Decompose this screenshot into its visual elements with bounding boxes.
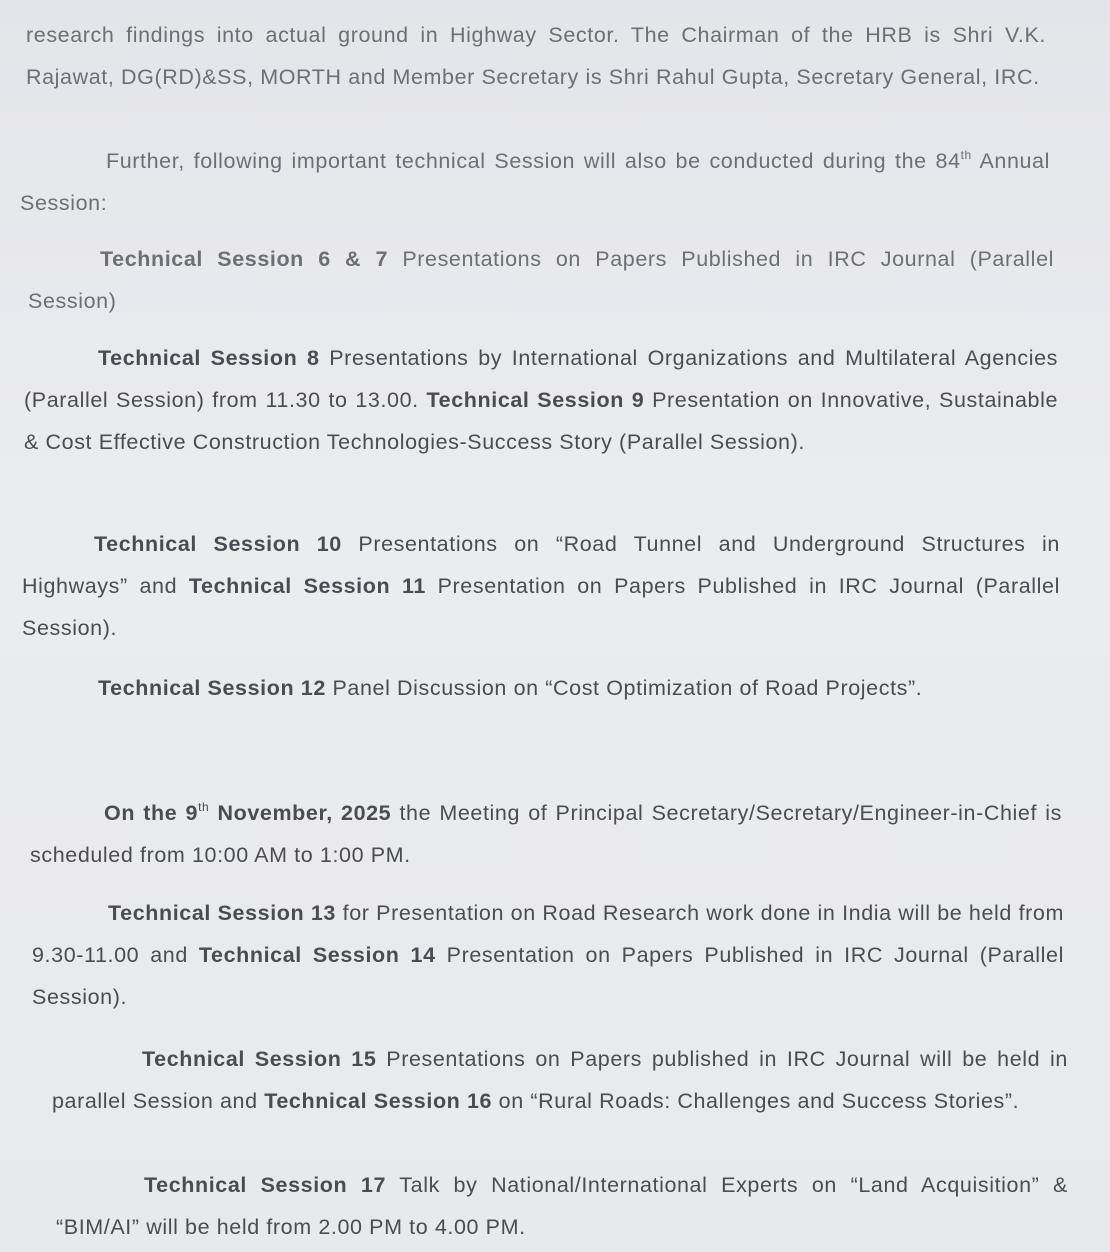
paragraph-hrb-chairman — [26, 14, 1046, 98]
session-heading: Technical Session 17 — [144, 1173, 387, 1197]
paragraph-text: Presentation on Papers Published in IRC Journal (Parallel Session). — [22, 574, 1060, 640]
superscript: th — [198, 800, 210, 814]
paragraph-text: on “Rural Roads: Challenges and Success Stories”. — [492, 1089, 1020, 1113]
paragraph-session-6-7 — [28, 238, 1054, 322]
session-heading: Technical Session 13 — [108, 901, 336, 925]
superscript: th — [960, 148, 972, 162]
paragraph-session-10-11 — [22, 523, 1060, 649]
session-heading: Technical Session 11 — [188, 574, 426, 598]
paragraph-november-meeting — [30, 792, 1062, 876]
paragraph-text: research findings into actual ground in Highway Sector. The Chairman of the HRB is Shri V.K. Rajawat, DG(RD)&SS, MORTH and Member Secretary is Shri Rahul Gupta, Secretary General, IRC. — [26, 23, 1046, 89]
paragraph-text: Presentation on Innovative, Sustainable & Cost Effective Construction Technologies-Success Story (Parallel Session). — [24, 388, 1059, 454]
paragraph-further-sessions — [20, 140, 1050, 224]
paragraph-text: Annual Session: — [20, 149, 1050, 215]
paragraph-text: Further, following important technical Session will also be conducted during the 84 — [106, 149, 961, 173]
paragraph-session-17 — [56, 1164, 1068, 1248]
paragraph-session-15-16 — [52, 1038, 1068, 1122]
paragraph-text: Presentation on Papers Published in IRC Journal (Parallel Session). — [32, 943, 1064, 1009]
paragraph-text: the Meeting of Principal Secretary/Secretary/Engineer-in-Chief is scheduled from 10:00 AM to 1:00 PM. — [30, 801, 1062, 867]
session-heading: Technical Session 9 — [426, 388, 645, 412]
paragraph-session-13-14 — [32, 892, 1064, 1018]
session-heading: Technical Session 6 & 7 — [100, 247, 389, 271]
session-heading: Technical Session 10 — [94, 532, 342, 556]
paragraph-text: for Presentation on Road Research work done in India will be held from 9.30-11.00 and — [32, 901, 1064, 967]
paragraph-text: Panel Discussion on “Cost Optimization of Road Projects”. — [325, 676, 923, 700]
paragraph-session-8-9 — [24, 337, 1058, 463]
paragraph-text: Presentations on “Road Tunnel and Underground Structures in Highways” and — [22, 532, 1060, 598]
session-heading: Technical Session 16 — [264, 1089, 493, 1113]
paragraph-text: Talk by National/International Experts on “Land Acquisition” & “BIM/AI” will be held from 2.00 PM to 4.00 PM. — [56, 1173, 1068, 1239]
session-heading: Technical Session 8 — [98, 346, 320, 370]
date-text: On the 9 — [104, 801, 199, 825]
session-heading: Technical Session 14 — [198, 943, 436, 967]
date-text: November, 2025 — [209, 801, 392, 825]
paragraph-text: Presentations on Papers published in IRC Journal will be held in parallel Session and — [52, 1047, 1068, 1113]
paragraph-text: Presentations by International Organizations and Multilateral Agencies (Parallel Session) from 11.30 to 13.00. — [24, 346, 1058, 412]
session-heading: Technical Session 12 — [98, 676, 326, 700]
paragraph-session-12 — [22, 667, 1060, 709]
session-heading: Technical Session 15 — [142, 1047, 377, 1071]
paragraph-text: Presentations on Papers Published in IRC Journal (Parallel Session) — [28, 247, 1054, 313]
